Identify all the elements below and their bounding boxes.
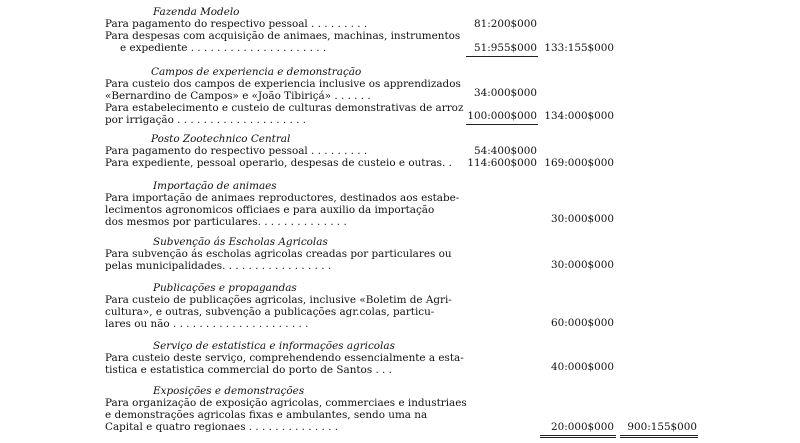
section-heading: Importação de animaes (153, 180, 277, 192)
grand-total: 900:155$000 (627, 421, 697, 433)
item-amount: 114:600$000 (467, 157, 537, 169)
total-rule (540, 435, 616, 438)
section-heading: Fazenda Modelo (153, 6, 240, 18)
section-total: 40:000$000 (551, 361, 614, 373)
subtotal-rule (466, 124, 538, 125)
section-line: Para pagamento do respectivo pessoal . . . . . . . . . (105, 145, 368, 157)
section-heading: Campos de experiencia e demonstração (151, 66, 362, 78)
section-line: Para custeio deste serviço, comprehendendo essencialmente a esta- (105, 352, 464, 364)
section-line: e demonstrações agricolas fixas e ambulantes, sendo uma na (105, 409, 428, 421)
section-line: Para expediente, pessoal operario, despesas de custeio e outras. . (105, 157, 452, 169)
section-total: 60:000$000 (551, 317, 614, 329)
section-line: «Bernardino de Campos» e «João Tibiriçá» . . . . . . (105, 90, 371, 102)
section-total: 133:155$000 (544, 42, 614, 54)
subtotal-rule (466, 56, 538, 57)
section-heading: Publicações e propagandas (153, 282, 297, 294)
section-heading: Serviço de estatistica e informações agricolas (153, 340, 395, 352)
section-total: 20:000$000 (551, 421, 614, 433)
section-line: Para despesas com acquisição de animaes, machinas, instrumentos (105, 30, 461, 42)
section-line: lares ou não . . . . . . . . . . . . . . . . . . . . . (105, 318, 309, 330)
item-amount: 100:000$000 (467, 110, 537, 122)
item-amount: 34:000$000 (474, 87, 537, 99)
item-amount: 81:200$000 (474, 18, 537, 30)
section-heading: Posto Zootechnico Central (151, 133, 291, 145)
section-line: pelas municipalidades. . . . . . . . . . . . . . . . . (105, 260, 332, 272)
section-line: e expediente . . . . . . . . . . . . . . . . . . . . . (120, 42, 327, 54)
section-line: Para custeio dos campos de experiencia inclusive os apprendizados (105, 78, 461, 90)
item-amount: 54:400$000 (474, 145, 537, 157)
section-line: Para custeio de publicações agricolas, inclusive «Boletim de Agri- (105, 294, 452, 306)
section-line: Para importação de animaes reproductores, destinados aos estabe- (105, 192, 460, 204)
grand-total-rule (620, 435, 698, 438)
section-total: 134:000$000 (544, 110, 614, 122)
section-heading: Exposições e demonstrações (153, 385, 305, 397)
section-line: Para estabelecimento e custeio de culturas demonstrativas de arroz (105, 102, 464, 114)
section-line: dos mesmos por particulares. . . . . . . . . . . . . . (105, 216, 347, 228)
section-line: Para organização de exposição agricolas, commerciaes e industriaes (105, 397, 467, 409)
section-heading: Subvenção ás Escholas Agricolas (153, 236, 328, 248)
section-line: cultura», e outras, subvenção a publicações agr.colas, particu- (105, 306, 435, 318)
section-line: Para subvenção ás escholas agricolas creadas por particulares ou (105, 248, 452, 260)
section-total: 30:000$000 (551, 259, 614, 271)
section-line: por irrigação . . . . . . . . . . . . . . . . . . . . (105, 114, 306, 126)
section-line: Para pagamento do respectivo pessoal . . . . . . . . . (105, 18, 368, 30)
section-line: lecimentos agronomicos officiaes e para auxilio da importação (105, 204, 435, 216)
section-total: 169:000$000 (544, 157, 614, 169)
section-line: Capital e quatro regionaes . . . . . . . . . . . . . . (105, 421, 339, 433)
item-amount: 51:955$000 (474, 42, 537, 54)
section-total: 30:000$000 (551, 213, 614, 225)
section-line: tistica e estatistica commercial do porto de Santos . . . (105, 364, 392, 376)
